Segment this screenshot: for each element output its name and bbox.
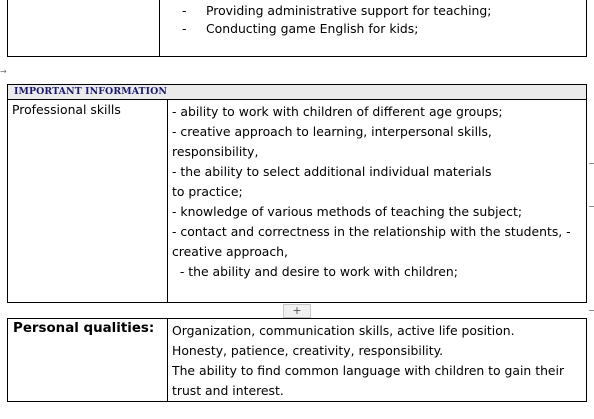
column-divider [159, 0, 160, 56]
bullet-marker: - [182, 21, 187, 36]
column-divider [167, 100, 168, 302]
bullet-text[interactable]: Providing administrative support for teaching; [206, 3, 492, 18]
right-edge-marker [589, 310, 594, 311]
professional-skills-label[interactable]: Professional skills [12, 102, 121, 117]
column-divider [167, 319, 168, 401]
bullet-marker: - [182, 3, 187, 18]
personal-qualities-label[interactable]: Personal qualities: [13, 321, 155, 336]
section-header[interactable]: IMPORTANT INFORMATION [14, 86, 168, 97]
qualities-line[interactable]: trust and interest. [172, 383, 284, 398]
important-information-table [7, 84, 587, 303]
qualities-line[interactable]: Honesty, patience, creativity, responsibility. [172, 343, 444, 358]
add-row-button[interactable]: + [283, 304, 311, 318]
personal-qualities-table [7, 318, 587, 402]
skills-line[interactable]: - the ability and desire to work with children; [172, 264, 458, 279]
right-edge-marker [589, 163, 594, 164]
right-edge-marker [589, 206, 594, 207]
skills-line[interactable]: to practice; [172, 184, 243, 199]
personal-qualities-cell[interactable] [172, 321, 584, 401]
previous-table-fragment [7, 0, 587, 57]
qualities-line[interactable]: The ability to find common language with children to gain their [172, 363, 565, 378]
skills-line[interactable]: responsibility, [172, 144, 259, 159]
section-header-row [8, 85, 586, 100]
skills-line[interactable]: - ability to work with children of different age groups; [172, 104, 503, 119]
qualities-line[interactable]: Organization, communication skills, active life position. [172, 323, 515, 338]
skills-line[interactable]: - the ability to select additional individual materials [172, 164, 492, 179]
skills-line[interactable]: - knowledge of various methods of teaching the subject; [172, 204, 523, 219]
skills-line[interactable]: - contact and correctness in the relationship with the students, - [172, 224, 571, 239]
skills-line[interactable]: - creative approach to learning, interpersonal skills, [172, 124, 492, 139]
skills-line[interactable]: creative approach, [172, 244, 288, 259]
table-move-arrow-icon[interactable]: → [0, 67, 7, 76]
bullet-list[interactable] [182, 2, 491, 38]
professional-skills-cell[interactable] [172, 102, 584, 282]
bullet-text[interactable]: Conducting game English for kids; [206, 21, 419, 36]
list-item[interactable] [182, 20, 491, 38]
list-item[interactable] [182, 2, 491, 20]
